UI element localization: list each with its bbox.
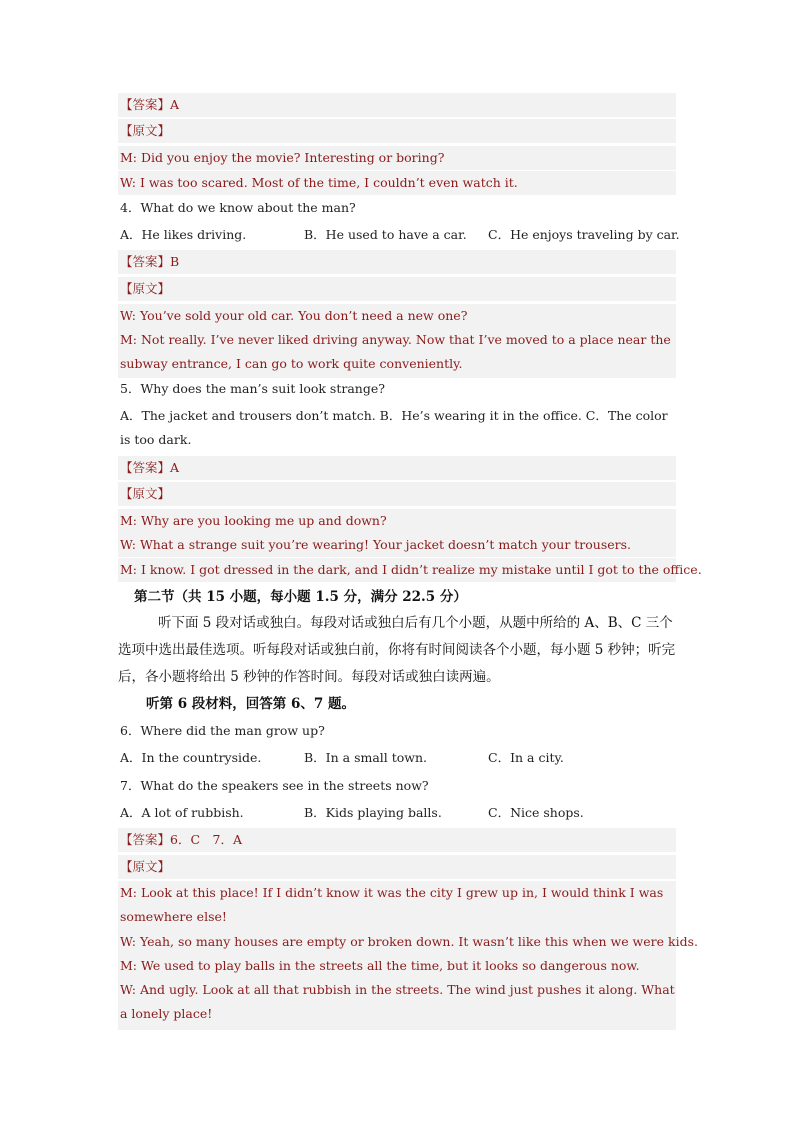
option-a: A．In the countryside. [120, 750, 262, 765]
dialog-line: W: You’ve sold your old car. You don’t need a new one? [118, 304, 676, 328]
dialog-line: M: We used to play balls in the streets all the time, but it looks so dangerous now. [118, 954, 676, 978]
option-a: A．A lot of rubbish. [120, 805, 244, 820]
option-c: C．In a city. [488, 750, 564, 765]
option-a: A．He likes driving. [120, 227, 247, 242]
option-b: B．He used to have a car. [304, 227, 467, 242]
original-text-label: 【原文】 [118, 119, 676, 143]
dialog-line: M: Look at this place! If I didn’t know it was the city I grew up in, I would think I was somewhere else! [118, 881, 676, 931]
question-4: 4．What do we know about the man? [120, 200, 356, 215]
dialog-line: M: Why are you looking me up and down? [118, 509, 676, 533]
section-instructions: 听下面 5 段对话或独白。每段对话或独白后有几个小题，从题中所给的 A、B、C 三个选项中选出最佳选项。听每段对话或独白前，你将有时间阅读各个小题，每小题 5 秒钟；听完后，各小题将给出 5 秒钟的作答时间。每段对话或独白读两遍。 [118, 615, 676, 685]
original-text-label: 【原文】 [118, 277, 676, 301]
question-5-options: A．The jacket and trousers don’t match. B．He’s wearing it in the office. C．The color is too dark. [120, 408, 668, 447]
dialog-line: W: Yeah, so many houses are empty or broken down. It wasn’t like this when we were kids. [118, 930, 676, 954]
section-heading: 第二节（共 15 小题，每小题 1.5 分，满分 22.5 分） [134, 589, 467, 605]
dialog-line: M: Not really. I’ve never liked driving anyway. Now that I’ve moved to a place near the subway entrance, I can go to work quite conveniently. [118, 328, 676, 378]
option-b: B．In a small town. [304, 750, 428, 765]
option-c: C．Nice shops. [488, 805, 584, 820]
original-text-label: 【原文】 [118, 482, 676, 506]
answer-label: 【答案】6．C 7．A [118, 828, 676, 852]
original-text-label: 【原文】 [118, 855, 676, 879]
option-c: C．He enjoys traveling by car. [488, 227, 680, 242]
dialog-line: W: What a strange suit you’re wearing! Your jacket doesn’t match your trousers. [118, 533, 676, 557]
dialog-line: M: I know. I got dressed in the dark, and I didn’t realize my mistake until I got to the office. [118, 558, 676, 582]
option-b: B．Kids playing balls. [304, 805, 442, 820]
answer-label: 【答案】A [118, 456, 676, 480]
question-7: 7．What do the speakers see in the streets now? [120, 778, 429, 793]
question-6: 6．Where did the man grow up? [120, 723, 325, 738]
answer-label: 【答案】A [118, 93, 676, 117]
answer-label: 【答案】B [118, 250, 676, 274]
sub-heading: 听第 6 段材料，回答第 6、7 题。 [146, 696, 355, 712]
dialog-line: W: I was too scared. Most of the time, I couldn’t even watch it. [118, 171, 676, 195]
question-5: 5．Why does the man’s suit look strange? [120, 381, 385, 396]
dialog-line: W: And ugly. Look at all that rubbish in the streets. The wind just pushes it along. What a lonely place! [118, 978, 676, 1030]
dialog-line: M: Did you enjoy the movie? Interesting or boring? [118, 146, 676, 170]
